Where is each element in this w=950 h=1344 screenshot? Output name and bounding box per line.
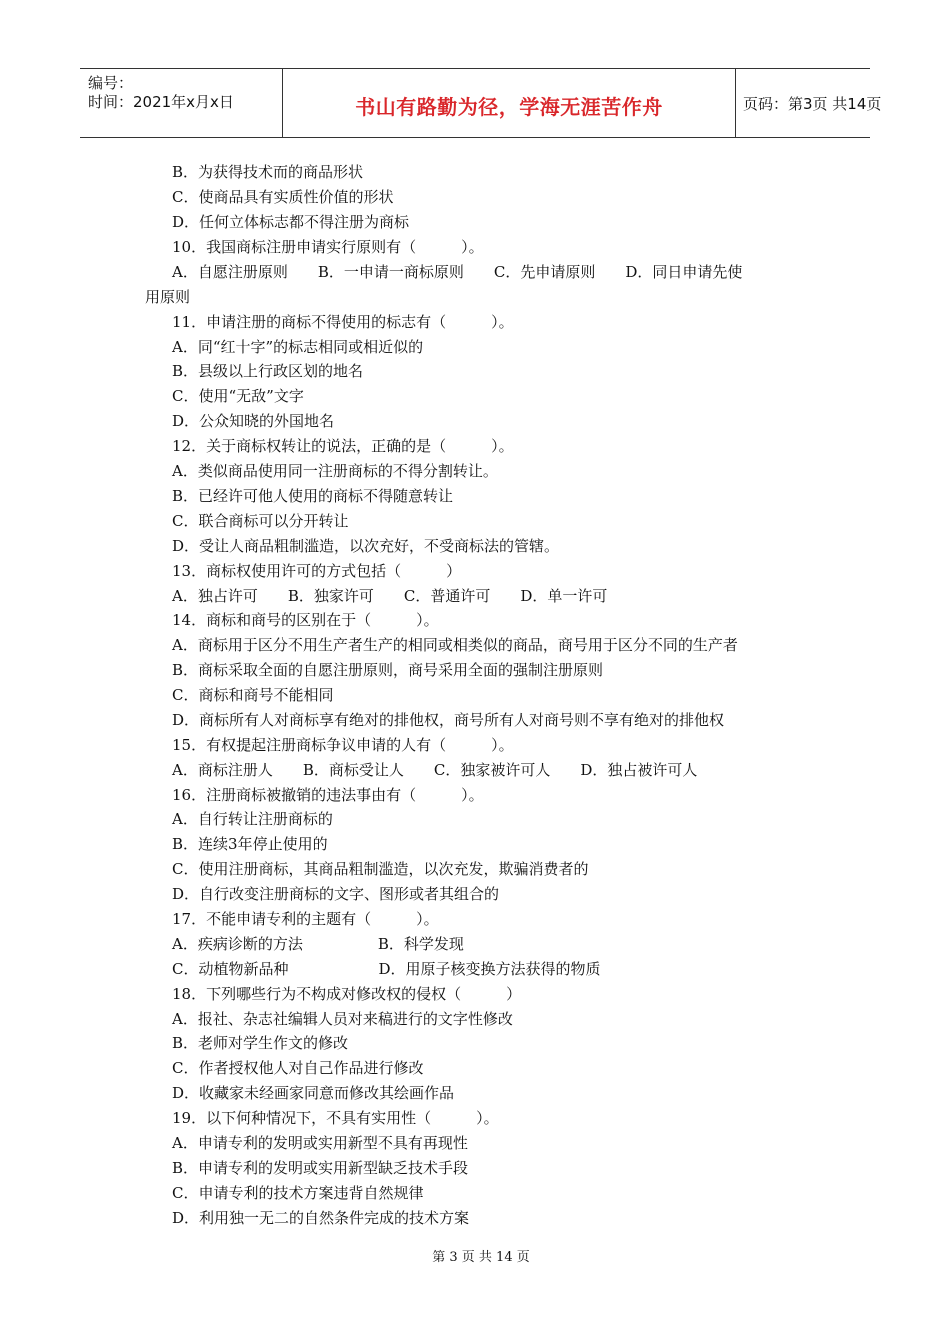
question-line: 19．以下何种情况下，不具有实用性（ ）。 (172, 1109, 499, 1127)
text-line: C．商标和商号不能相同 (172, 686, 334, 704)
header-page-number: 页码：第3页 共14页 (743, 95, 882, 113)
question-line: 14．商标和商号的区别在于（ ）。 (172, 611, 439, 629)
text-line: D．利用独一无二的自然条件完成的技术方案 (172, 1209, 470, 1227)
text-line: C．使商品具有实质性价值的形状 (172, 188, 394, 206)
text-line: A．自愿注册原则 B．一申请一商标原则 C．先申请原则 D．同日申请先使 (172, 263, 743, 281)
text-line: D．商标所有人对商标享有绝对的排他权，商号所有人对商号则不享有绝对的排他权 (172, 711, 725, 729)
text-line: D．自行改变注册商标的文字、图形或者其组合的 (172, 885, 500, 903)
text-line: C．使用“无敌”文字 (172, 387, 304, 405)
question-line: 16．注册商标被撤销的违法事由有（ ）。 (172, 786, 484, 804)
question-line: 12．关于商标权转让的说法，正确的是（ ）。 (172, 437, 514, 455)
question-line: 18．下列哪些行为不构成对修改权的侵权（ ） (172, 985, 522, 1003)
text-line: C．使用注册商标，其商品粗制滥造，以次充发，欺骗消费者的 (172, 860, 589, 878)
text-line: 用原则 (145, 288, 191, 306)
text-line: D．收藏家未经画家同意而修改其绘画作品 (172, 1084, 455, 1102)
text-line: B．已经许可他人使用的商标不得随意转让 (172, 487, 454, 505)
question-line: 11．申请注册的商标不得使用的标志有（ ）。 (172, 313, 514, 331)
text-line: D．公众知晓的外国地名 (172, 412, 335, 430)
text-line: C．联合商标可以分开转让 (172, 512, 349, 530)
question-line: 13．商标权使用许可的方式包括（ ） (172, 562, 462, 580)
text-line: A．自行转让注册商标的 (172, 810, 333, 828)
document-number-label: 编号： (88, 74, 134, 92)
text-line: B．商标采取全面的自愿注册原则，商号采用全面的强制注册原则 (172, 661, 604, 679)
text-line: B．县级以上行政区划的地名 (172, 362, 364, 380)
question-line: 17．不能申请专利的主题有（ ）。 (172, 910, 439, 928)
text-line: B．申请专利的发明或实用新型缺乏技术手段 (172, 1159, 469, 1177)
text-line: B．老师对学生作文的修改 (172, 1034, 349, 1052)
text-line: A．疾病诊断的方法 B．科学发现 (172, 935, 464, 953)
question-line: 15．有权提起注册商标争议申请的人有（ ）。 (172, 736, 514, 754)
text-line: A．独占许可 B．独家许可 C．普通许可 D．单一许可 (172, 587, 608, 605)
question-line: 10．我国商标注册申请实行原则有（ ）。 (172, 238, 484, 256)
header-motto: 书山有路勤为径，学海无涯苦作舟 (355, 95, 663, 119)
text-line: C．动植物新品种 D．用原子核变换方法获得的物质 (172, 960, 601, 978)
text-line: A．报社、杂志社编辑人员对来稿进行的文字性修改 (172, 1010, 513, 1028)
document-time-label: 时间：2021年x月x日 (88, 93, 234, 111)
text-line: C．申请专利的技术方案违背自然规律 (172, 1184, 424, 1202)
text-line: D．任何立体标志都不得注册为商标 (172, 213, 410, 231)
text-line: D．受让人商品粗制滥造，以次充好，不受商标法的管辖。 (172, 537, 560, 555)
page-footer: 第 3 页 共 14 页 (432, 1250, 530, 1265)
text-line: C．作者授权他人对自己作品进行修改 (172, 1059, 424, 1077)
text-line: A．同“红十字”的标志相同或相近似的 (172, 338, 424, 356)
text-line: A．商标用于区分不用生产者生产的相同或相类似的商品，商号用于区分不同的生产者 (172, 636, 738, 654)
text-line: A．申请专利的发明或实用新型不具有再现性 (172, 1134, 468, 1152)
text-line: A．商标注册人 B．商标受让人 C．独家被许可人 D．独占被许可人 (172, 761, 698, 779)
text-line: B．连续3年停止使用的 (172, 835, 328, 853)
text-line: A．类似商品使用同一注册商标的不得分割转让。 (172, 462, 498, 480)
text-line: B．为获得技术而的商品形状 (172, 163, 364, 181)
